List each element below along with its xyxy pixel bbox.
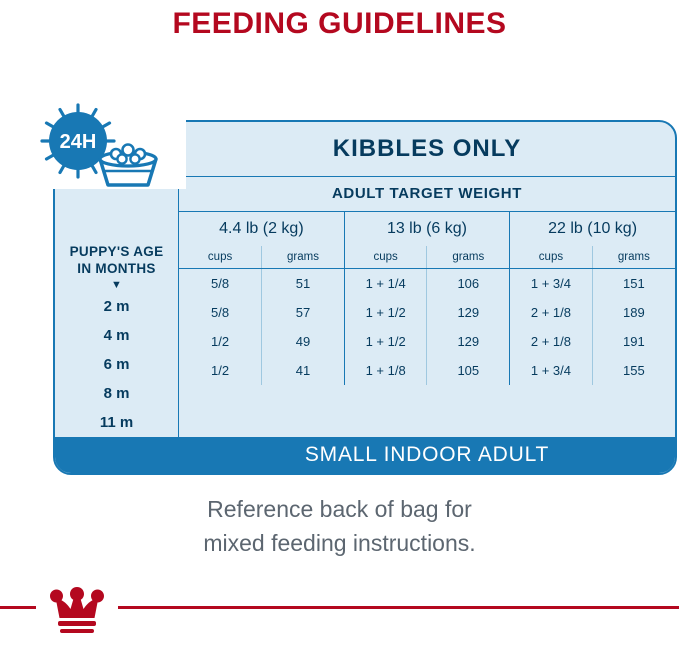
kibbles-only-header: KIBBLES ONLY	[179, 122, 675, 177]
unit-header-cell: grams	[427, 246, 510, 269]
reference-note-line1: Reference back of bag for	[207, 496, 472, 522]
feeding-table	[179, 212, 675, 385]
weight-header-cell: 13 lb (6 kg)	[344, 212, 509, 246]
table-cell: 155	[592, 356, 675, 385]
feeding-guidelines-panel	[53, 120, 673, 475]
table-cell: 5/8	[211, 276, 230, 291]
clock-24h-icon	[8, 93, 186, 189]
age-row: 4 m	[103, 327, 130, 344]
age-row: 8 m	[103, 385, 130, 402]
table-cell: 51	[262, 269, 345, 299]
unit-header-cell: grams	[262, 246, 345, 269]
reference-note	[0, 492, 679, 560]
reference-note-line2: mixed feeding instructions.	[203, 530, 476, 556]
unit-header-cell: cups	[179, 246, 262, 269]
table-row	[179, 356, 675, 385]
weight-header-cell: 22 lb (10 kg)	[510, 212, 675, 246]
footer-left-fill	[55, 437, 179, 473]
table-cell: 41	[262, 356, 345, 385]
unit-header-cell: cups	[344, 246, 427, 269]
unit-header-cell: grams	[592, 246, 675, 269]
age-column-label-line1: PUPPY'S AGE	[69, 244, 164, 259]
table-cell: 1 + 3/4	[510, 269, 593, 299]
table-cell: 1 + 3/4	[510, 356, 593, 385]
table-cell: 57	[262, 298, 345, 327]
table-cell: 129	[427, 298, 510, 327]
age-column	[55, 177, 179, 437]
table-cell: 189	[592, 298, 675, 327]
table-body	[55, 177, 675, 437]
table-cell: 106	[427, 269, 510, 299]
table-cell: 1 + 1/2	[344, 298, 427, 327]
table-row	[179, 269, 675, 299]
table-cell: 5/8	[211, 305, 230, 320]
table-row	[179, 327, 675, 356]
table-cell: 2 + 1/8	[510, 298, 593, 327]
age-row: 6 m	[103, 356, 130, 373]
adult-target-weight-header: ADULT TARGET WEIGHT	[179, 177, 675, 212]
table-cell: 151	[592, 269, 675, 299]
chevron-down-icon: ▼	[111, 279, 122, 291]
page-title: FEEDING GUIDELINES	[172, 7, 507, 40]
age-row: 2 m	[103, 298, 130, 315]
age-row: 11 m	[99, 414, 134, 431]
table-cell: 1 + 1/2	[344, 327, 427, 356]
table-cell: 1/2	[211, 363, 230, 378]
table-cell: 2 + 1/8	[510, 327, 593, 356]
table-cell: 49	[262, 327, 345, 356]
table-cell: 1/2	[211, 334, 230, 349]
age-column-label-line2: IN MONTHS	[77, 261, 156, 276]
weights-column	[179, 177, 675, 437]
royal-canin-crown-icon	[46, 585, 108, 639]
table-row	[179, 298, 675, 327]
svg-text:24H: 24H	[59, 131, 97, 153]
table-cell: 191	[592, 327, 675, 356]
unit-header-row	[179, 246, 675, 269]
table-cell: 1 + 1/8	[344, 356, 427, 385]
table-cell: 105	[427, 356, 510, 385]
table-cell: 129	[427, 327, 510, 356]
unit-header-cell: cups	[510, 246, 593, 269]
product-name-band: SMALL INDOOR ADULT	[179, 437, 675, 473]
weight-header-cell: 4.4 lb (2 kg)	[219, 220, 304, 237]
weight-header-row	[179, 212, 675, 246]
table-cell: 1 + 1/4	[344, 269, 427, 299]
